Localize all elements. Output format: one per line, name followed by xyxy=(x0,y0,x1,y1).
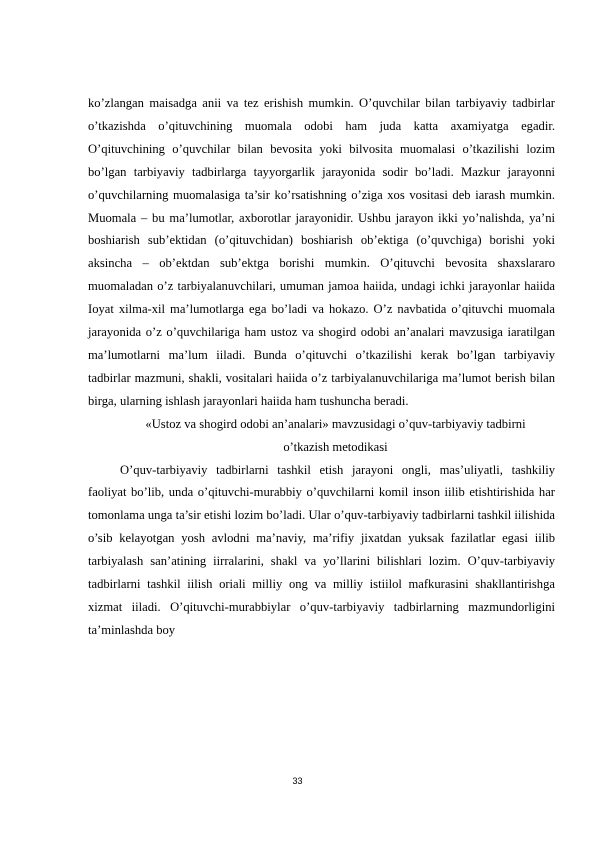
section-heading-line-2: o’tkazish metodikasi xyxy=(283,439,388,454)
paragraph-methodology: O’quv-tarbiyaviy tadbirlarni tashkil etish jarayoni ongli, mas’uliyatli, tashkiliy faoliyat bo’lib, unda o’qituvchi-murabbiy o’quvchilarni komil inson iilib etishtirishida har tomonlama unga ta’sir etishi lozim bo’ladi. Ular o’quv-tarbiyaviy tadbirlarni tashkil iilishida o’sib kelayotgan yosh avlodni ma’naviy, ma’rifiy jixatdan yuksak fazilatlar egasi iilib tarbiyalash san’atining iirralarini, shakl va yo’llarini bilishlari lozim. O’quv-tarbiyaviy tadbirlarni tashkil iilish oriali milliy ong va milliy istiilol mafkurasini shakllantirishga xizmat iiladi. O’qituvchi-murabbiylar o’quv-tarbiyaviy tadbirlarning mazmundorligini ta’minlashda boy xyxy=(88,462,555,637)
page-number: 33 xyxy=(292,776,303,786)
section-heading-line-1: «Ustoz va shogird odobi an’analari» mavzusidagi o’quv-tarbiyaviy tadbirni xyxy=(145,416,526,431)
paragraph-continuation: ko’zlangan maisadga anii va tez erishish mumkin. O’quvchilar bilan tarbiyaviy tadbirlar o’tkazishda o’qituvchining muomala odobi ham juda katta axamiyatga egadir. O’qituvchining o’quvchilar bilan bevosita yoki bilvosita muomalasi o’tkazilishi lozim bo’lgan tarbiyaviy tadbirlarga tayyorgarlik jarayonida sodir bo’ladi. Mazkur jarayonni o’quvchilarning muomalasiga ta’sir ko’rsatishning o’ziga xos vositasi deb iarash mumkin. Muomala – bu ma’lumotlar, axborotlar jarayonidir. Ushbu jarayon ikki yo’nalishda, ya’ni boshiarish sub’ektidan (o’qituvchidan) boshiarish ob’ektiga (o’quvchiga) borishi yoki aksincha – ob’ektdan sub’ektga borishi mumkin. O’qituvchi bevosita shaxslararo muomaladan o’z tarbiyalanuvchilari, umuman jamoa haiida, undagi ichki jarayonlar haiida Ioyat xilma-xil ma’lumotlarga ega bo’ladi va hokazo. O’z navbatida o’qituvchi muomala jarayonida o’z o’quvchilariga ham ustoz va shogird odobi an’analari mavzusiga iaratilgan ma’lumotlarni ma’lum iiladi. Bunda o’qituvchi o’tkazilishi kerak bo’lgan tarbiyaviy tadbirlar mazmuni, shakli, vositalari haiida o’z tarbiyalanuvchilariga ma’lumot berish bilan birga, ularning ishlash jarayonlari haiida ham tushuncha beradi. xyxy=(88,96,555,408)
body-text xyxy=(88,92,555,642)
